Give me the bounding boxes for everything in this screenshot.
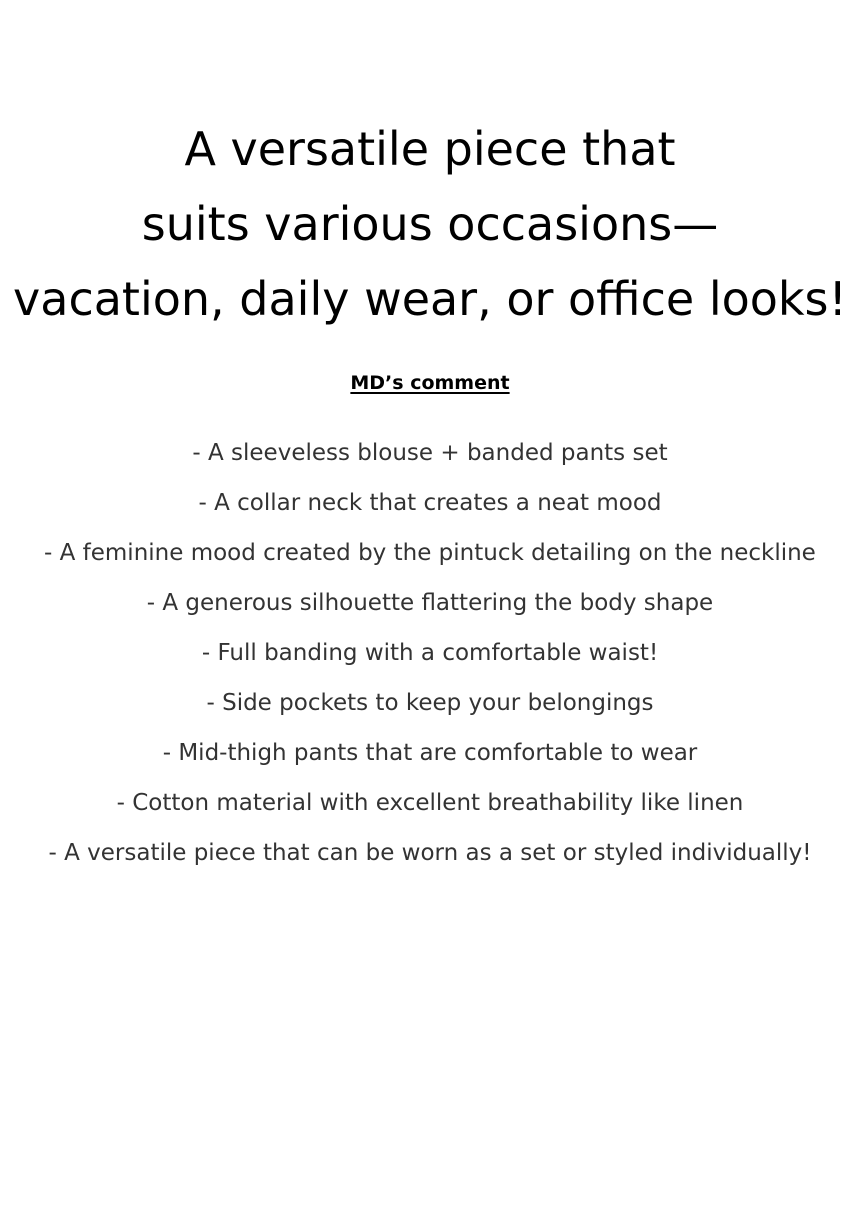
md-comment-title-text: MD’s comment xyxy=(350,372,510,394)
list-item: - A generous silhouette flattering the body shape xyxy=(146,590,714,616)
list-item: - A sleeveless blouse + banded pants set xyxy=(192,440,668,466)
list-item: - A versatile piece that can be worn as a set or styled individually! xyxy=(48,840,812,866)
headline-line-1: A versatile piece that xyxy=(184,122,676,176)
list-item: - Cotton material with excellent breathability like linen xyxy=(116,790,744,816)
headline xyxy=(0,112,860,337)
list-item: - Mid-thigh pants that are comfortable to wear xyxy=(162,740,698,766)
list-item: - Full banding with a comfortable waist! xyxy=(201,640,659,666)
list-item: - Side pockets to keep your belongings xyxy=(206,690,654,716)
md-comment-title xyxy=(0,370,860,396)
md-comment-list xyxy=(0,428,860,878)
headline-line-2: suits various occasions— xyxy=(141,197,719,251)
list-item: - A collar neck that creates a neat mood xyxy=(198,490,662,516)
headline-line-3: vacation, daily wear, or office looks! xyxy=(13,272,847,326)
list-item: - A feminine mood created by the pintuck detailing on the neckline xyxy=(44,540,816,566)
